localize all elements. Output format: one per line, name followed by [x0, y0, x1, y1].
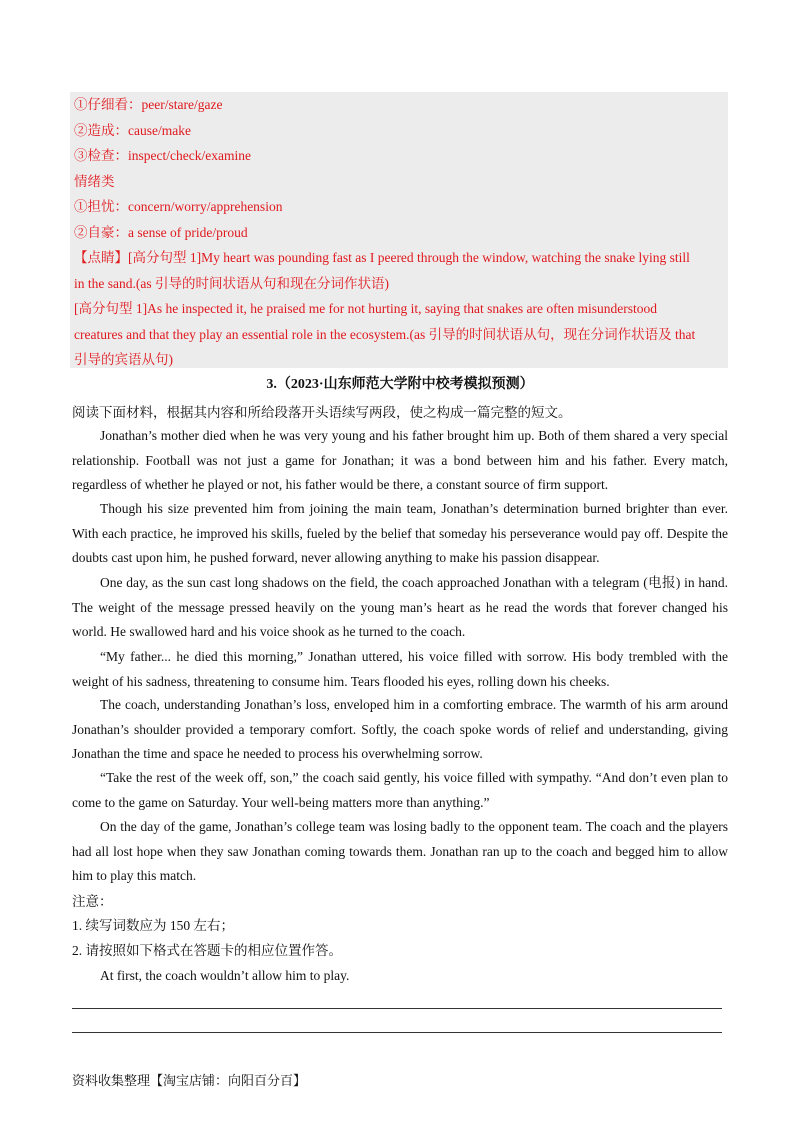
story-paragraph: The coach, understanding Jonathan’s loss, enveloped him in a comforting embrace. The warmth of his arm around Jonathan’s shoulder provided a temporary comfort. Softly, the coach spoke words of relief and understanding, giving Jonathan the time and space he needed to process his overwhelming sorrow. — [72, 697, 728, 761]
highlight-sentence: 引导的宾语从句) — [74, 352, 173, 367]
vocab-line: ①担忧：concern/worry/apprehension — [74, 199, 283, 214]
category-heading: 情绪类 — [74, 174, 115, 189]
vocab-line: ②造成：cause/make — [74, 123, 191, 138]
note-item: 2. 请按照如下格式在答题卡的相应位置作答。 — [72, 943, 342, 958]
vocab-line: ①仔细看：peer/stare/gaze — [74, 97, 223, 112]
story-paragraph: One day, as the sun cast long shadows on the field, the coach approached Jonathan with a telegram (电报) in hand. The weight of the message pressed heavily on the young man’s heart as he read the words that forever changed his world. He swallowed hard and his voice shook as he turned to the coach. — [72, 575, 728, 639]
notes-label: 注意： — [72, 894, 113, 909]
story-paragraph: Though his size prevented him from joining the main team, Jonathan’s determination burned brighter than ever. With each practice, he improved his skills, fueled by the belief that someday his perseverance would pay off. Despite the doubts cast upon him, he pushed forward, never allowing anything to make his passion disappear. — [72, 501, 728, 565]
question-instruction: 阅读下面材料，根据其内容和所给段落开头语续写两段，使之构成一篇完整的短文。 — [72, 405, 572, 420]
vocab-line: ③检查：inspect/check/examine — [74, 148, 251, 163]
highlight-sentence: 【点睛】[高分句型 1]My heart was pounding fast as I peered through the window, watching the snake lying still — [74, 250, 690, 265]
question-title: 3.（2023·山东师范大学附中校考模拟预测） — [266, 377, 534, 392]
continuation-prompt: At first, the coach wouldn’t allow him to play. — [100, 968, 350, 983]
vocab-line: ②自豪：a sense of pride/proud — [74, 225, 248, 240]
answer-line[interactable] — [72, 1008, 722, 1009]
footer-note: 资料收集整理【淘宝店铺：向阳百分百】 — [72, 1073, 307, 1088]
story-paragraph: On the day of the game, Jonathan’s college team was losing badly to the opponent team. The coach and the players had all lost hope when they saw Jonathan coming towards them. Jonathan ran up to the coach and begged him to allow him to play this match. — [72, 819, 728, 883]
answer-line[interactable] — [72, 1032, 722, 1033]
story-paragraph: “My father... he died this morning,” Jonathan uttered, his voice filled with sorrow. His body trembled with the weight of his sadness, threatening to consume him. Tears flooded his eyes, rolling down his cheeks. — [72, 649, 728, 689]
highlight-sentence: [高分句型 1]As he inspected it, he praised me for not hurting it, saying that snakes are often misunderstood — [74, 301, 657, 316]
note-item: 1. 续写词数应为 150 左右； — [72, 918, 234, 933]
highlight-sentence: in the sand.(as 引导的时间状语从句和现在分词作状语) — [74, 276, 389, 291]
story-paragraph: Jonathan’s mother died when he was very young and his father brought him up. Both of them shared a very special relationship. Football was not just a game for Jonathan; it was a bond between him and his father. Every match, regardless of whether he played or not, his father would be there, a constant source of firm support. — [72, 428, 728, 492]
story-paragraph: “Take the rest of the week off, son,” the coach said gently, his voice filled with sympathy. “And don’t even plan to come to the game on Saturday. Your well-being matters more than anything.” — [72, 770, 728, 810]
highlight-sentence: creatures and that they play an essential role in the ecosystem.(as 引导的时间状语从句，现在分词作状语及 that — [74, 327, 696, 342]
